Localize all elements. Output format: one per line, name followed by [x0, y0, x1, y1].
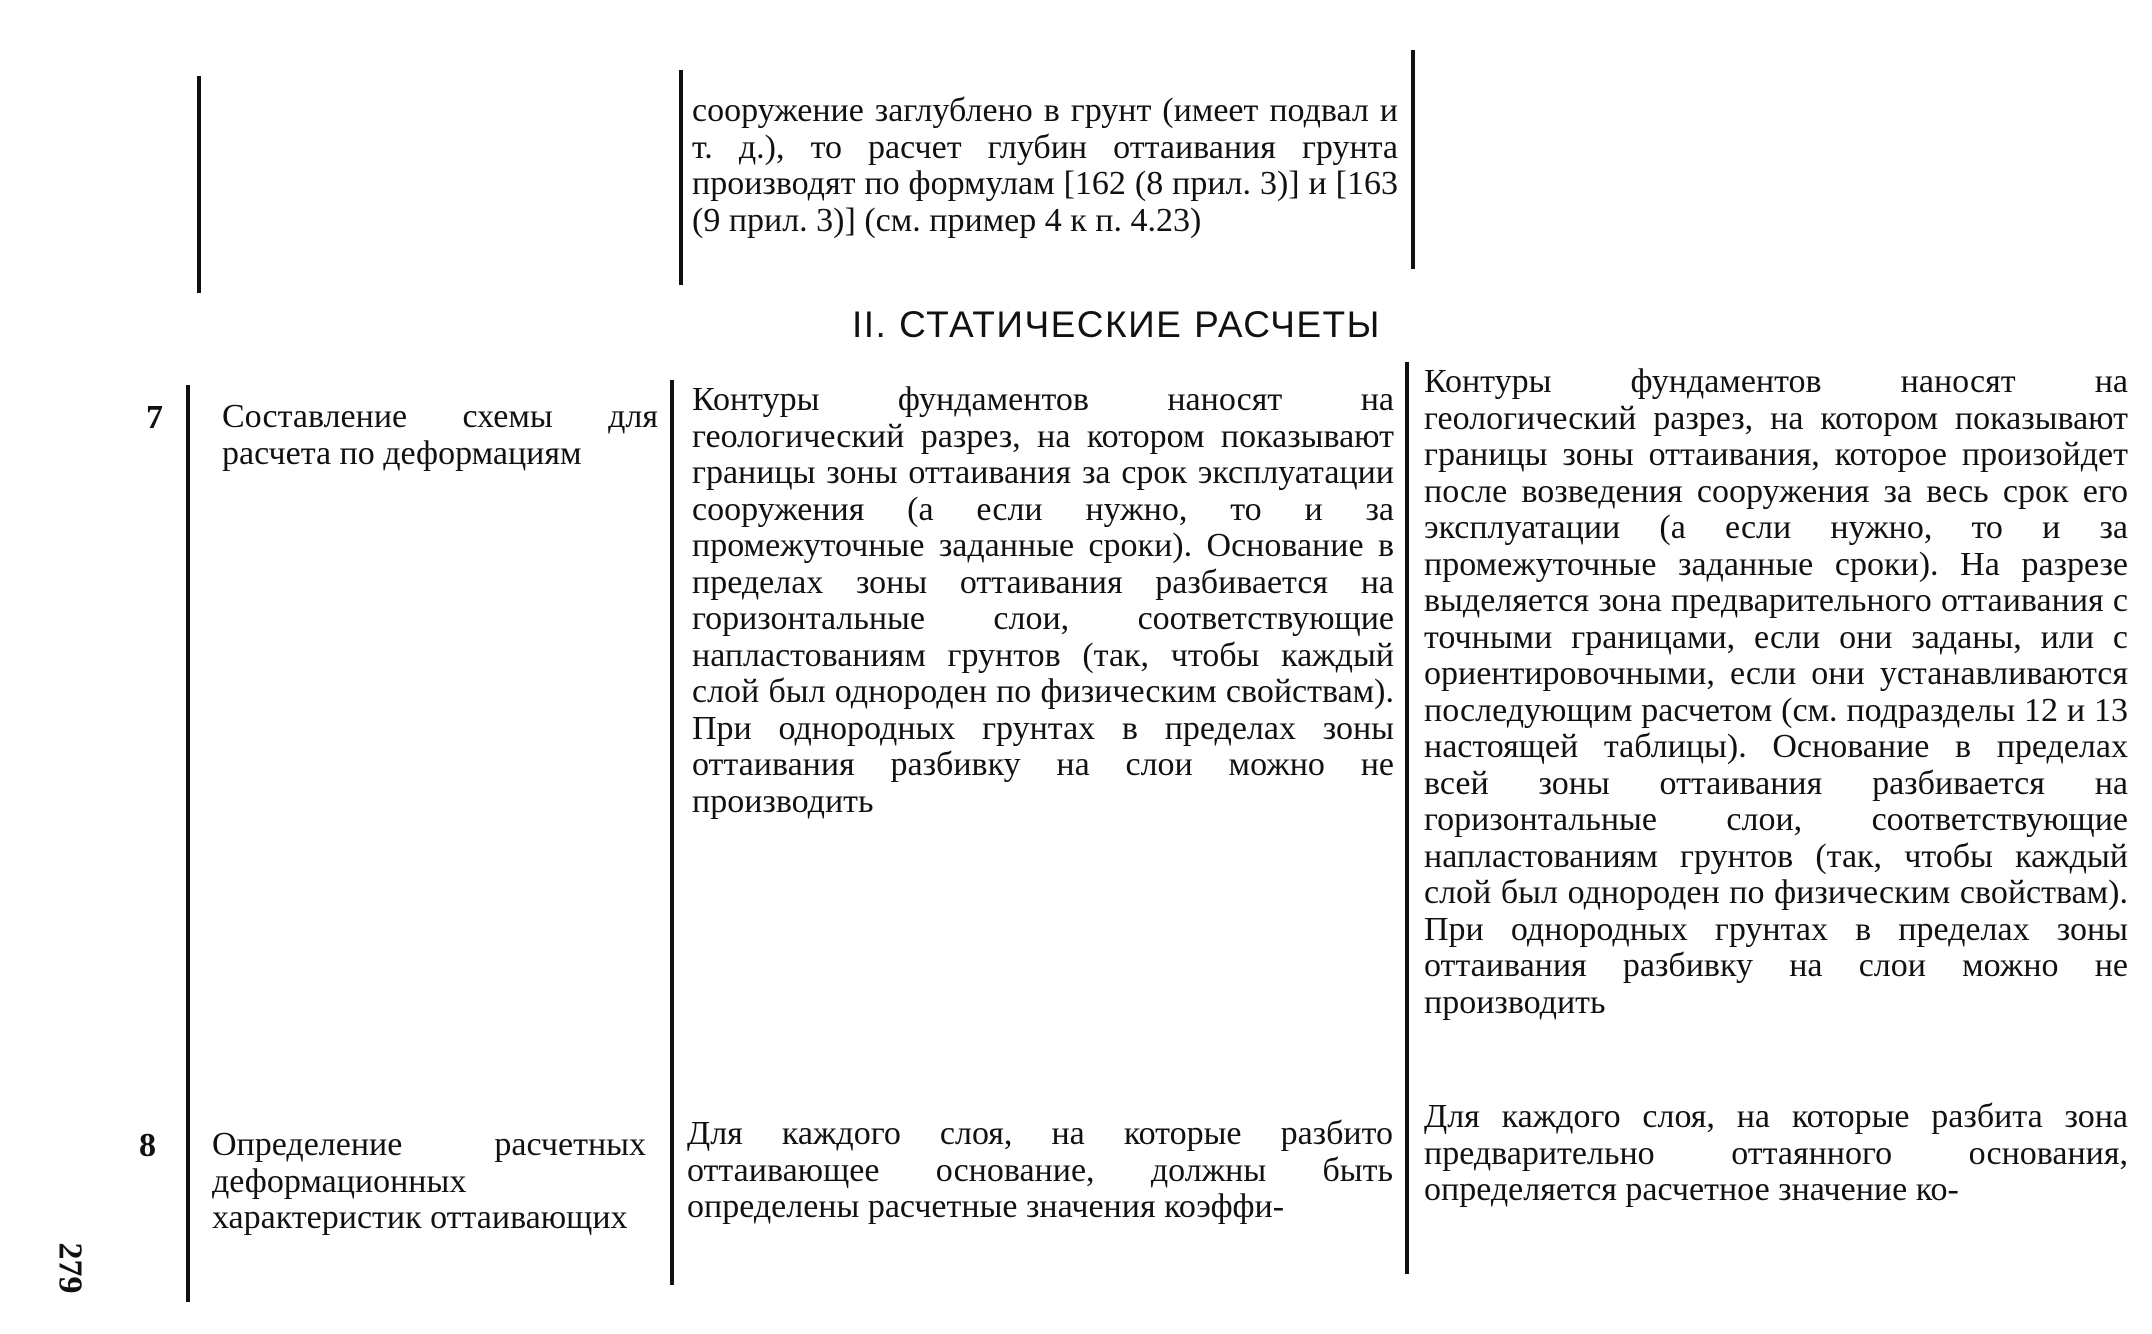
top-block-left-border	[197, 76, 201, 293]
row-number: 8	[139, 1127, 156, 1164]
table-border-col3	[1405, 362, 1409, 1274]
continuation-text: сооружение заглублено в грунт (имеет подвал и т. д.), то расчет глубин оттаивания грунта производят по формулам [162 (8 прил. 3)] и [163 (9 прил. 3)] (см. пример 4 к п. 4.23)	[692, 92, 1398, 239]
table-border-col1	[186, 385, 190, 1302]
top-block-right-border	[1411, 50, 1415, 269]
section-title: II. СТАТИЧЕСКИЕ РАСЧЕТЫ	[852, 304, 1381, 345]
row-col4-text: Контуры фундаментов наносят на геологический разрез, на котором показывают границы зоны оттаивания, которое произойдет после возведения сооружения за весь срок его эксплуатации (а если нужно, то и за промежуточные заданные сроки). На разрезе выделяется зона предварительного оттаивания с точными границами, если они заданы, или с ориентировочными, если они устанавливаются последующим расчетом (см. подразделы 12 и 13 настоящей таблицы). Основание в пределах всей зоны оттаивания разбивается на горизонтальные слои, соответствующие напластованиям грунтов (так, чтобы каждый слой был однороден по физическим свойствам). При однородных грунтах в пределах зоны оттаивания разбивку на слои можно не производить	[1424, 363, 2128, 1021]
page-number: 279	[51, 1242, 89, 1294]
row-col3-text: Для каждого слоя, на которые разбито оттаивающее основание, должны быть определены расчетные значения коэффи-	[687, 1115, 1393, 1225]
row-col4-text: Для каждого слоя, на которые разбита зона предварительно оттаянного основания, определяется расчетное значение ко-	[1424, 1098, 2128, 1208]
row-col3-text: Контуры фундаментов наносят на геологический разрез, на котором показывают границы зоны оттаивания за срок эксплуатации сооружения (а если нужно, то и за промежуточные заданные сроки). Основание в пределах зоны оттаивания разбивается на горизонтальные слои, соответствующие напластованиям грунтов (так, чтобы каждый слой был однороден по физическим свойствам). При однородных грунтах в пределах зоны оттаивания разбивку на слои можно не производить	[692, 381, 1394, 820]
row-name: Составление схемы для расчета по деформациям	[222, 398, 658, 472]
row-name: Определение расчетных деформационных характеристик оттаивающих	[212, 1126, 646, 1236]
table-border-col2	[670, 380, 674, 1285]
row-number: 7	[146, 399, 163, 436]
top-block-mid-border	[679, 70, 683, 285]
